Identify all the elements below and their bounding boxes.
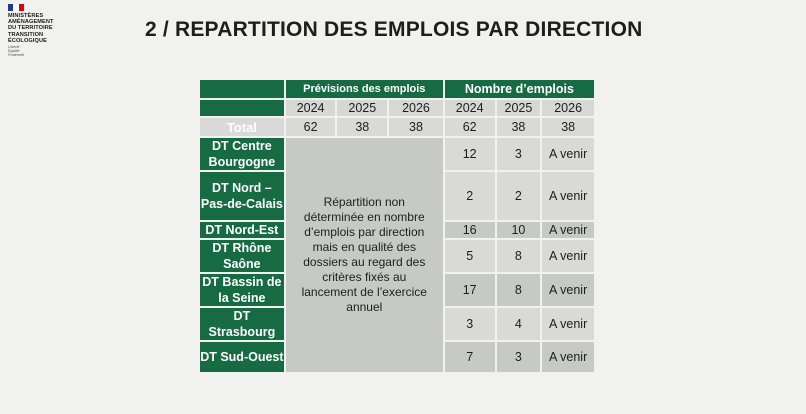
group-header-count: Nombre d’emplois <box>445 80 594 98</box>
count-2025: 8 <box>497 274 541 306</box>
motto-line: Liberté <box>8 45 20 50</box>
count-2025: 3 <box>497 342 541 372</box>
total-value: 38 <box>542 118 594 136</box>
count-2025: 8 <box>497 240 541 272</box>
count-2024: 12 <box>445 138 495 170</box>
count-2024: 7 <box>445 342 495 372</box>
motto-line: Égalité <box>8 49 20 54</box>
total-value: 62 <box>445 118 495 136</box>
count-2024: 3 <box>445 308 495 340</box>
year-header: 2026 <box>389 100 443 116</box>
total-label: Total <box>200 118 284 136</box>
year-header: 2025 <box>337 100 387 116</box>
ministry-name-line: DU TERRITOIRE <box>8 25 53 32</box>
count-2024: 17 <box>445 274 495 306</box>
count-2025: 3 <box>497 138 541 170</box>
year-header: 2024 <box>286 100 336 116</box>
group-header-row <box>200 80 594 98</box>
count-2026: A venir <box>542 172 594 220</box>
french-flag-icon <box>8 4 24 11</box>
year-header: 2025 <box>497 100 541 116</box>
count-2024: 16 <box>445 222 495 238</box>
year-header: 2024 <box>445 100 495 116</box>
direction-name: DT Strasbourg <box>200 308 284 340</box>
count-2026: A venir <box>542 308 594 340</box>
page-title: 2 / REPARTITION DES EMPLOIS PAR DIRECTION <box>145 18 643 41</box>
count-2024: 2 <box>445 172 495 220</box>
count-2025: 2 <box>497 172 541 220</box>
merged-note: Répartition non déterminée en nombre d’emplois par direction mais en qualité des dossiers au regard des critères fixés au lancement de l’exercice annuel <box>286 138 443 372</box>
ministry-name-line: AMÉNAGEMENT <box>8 19 54 26</box>
table-row <box>200 138 594 170</box>
direction-name: DT Centre Bourgogne <box>200 138 284 170</box>
total-value: 38 <box>337 118 387 136</box>
count-2026: A venir <box>542 222 594 238</box>
direction-name: DT Nord-Est <box>200 222 284 238</box>
direction-name: DT Bassin de la Seine <box>200 274 284 306</box>
ministry-name-line: TRANSITION <box>8 31 44 38</box>
direction-name: DT Nord – Pas-de-Calais <box>200 172 284 220</box>
count-2025: 10 <box>497 222 541 238</box>
ministry-name-line: ÉCOLOGIQUE <box>8 37 47 44</box>
count-2025: 4 <box>497 308 541 340</box>
direction-name: DT Rhône Saône <box>200 240 284 272</box>
corner-cell <box>200 100 284 116</box>
group-header-forecast: Prévisions des emplois <box>286 80 443 98</box>
count-2026: A venir <box>542 274 594 306</box>
ministry-name <box>8 13 78 44</box>
year-header: 2026 <box>542 100 594 116</box>
employment-table <box>198 78 596 374</box>
total-value: 38 <box>497 118 541 136</box>
count-2026: A venir <box>542 138 594 170</box>
direction-name: DT Sud-Ouest <box>200 342 284 372</box>
motto-line: Fraternité <box>8 53 25 58</box>
total-value: 62 <box>286 118 336 136</box>
year-header-row <box>200 100 594 116</box>
count-2026: A venir <box>542 240 594 272</box>
total-row <box>200 118 594 136</box>
ministry-name-line: MINISTÈRES <box>8 13 44 19</box>
count-2024: 5 <box>445 240 495 272</box>
corner-cell <box>200 80 284 98</box>
total-value: 38 <box>389 118 443 136</box>
count-2026: A venir <box>542 342 594 372</box>
republic-motto <box>8 45 78 58</box>
ministry-logo <box>8 4 78 58</box>
